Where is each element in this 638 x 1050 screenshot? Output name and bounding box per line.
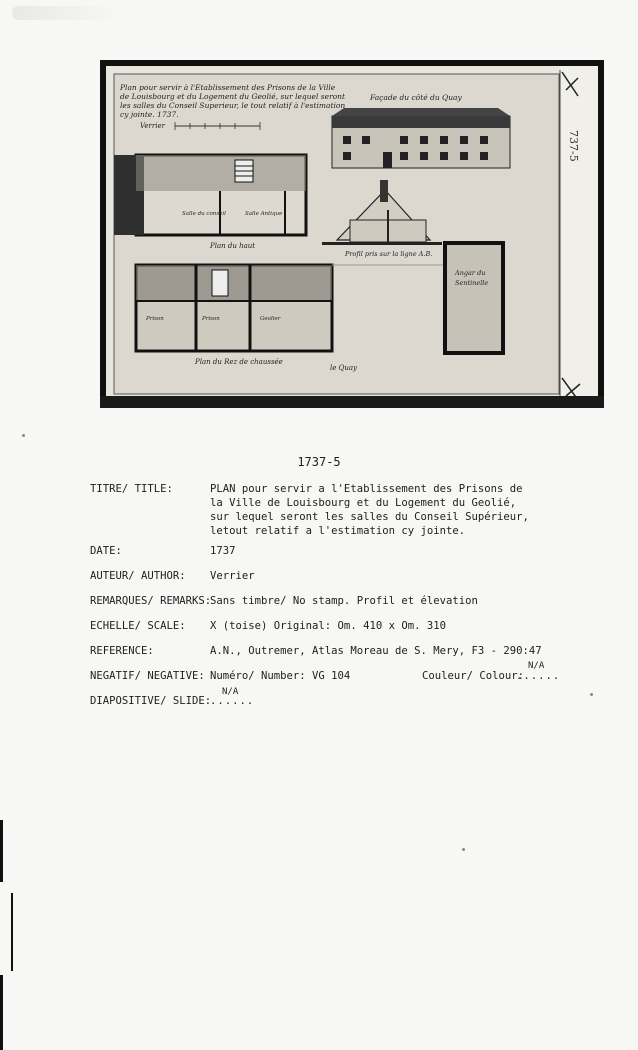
svg-text:Plan du Rez de chaussée: Plan du Rez de chaussée <box>195 358 283 366</box>
edge-mark <box>0 975 3 1050</box>
colour-label: Couleur/ Colour: <box>422 670 525 682</box>
date-label: DATE: <box>90 545 122 557</box>
speck <box>590 693 593 696</box>
author-label: AUTEUR/ AUTHOR: <box>90 570 186 582</box>
speck <box>462 848 465 851</box>
corner-smudge <box>12 6 122 20</box>
slide-na: N/A <box>222 687 239 697</box>
svg-text:Sentinelle: Sentinelle <box>455 279 489 287</box>
svg-text:Geolier: Geolier <box>260 316 281 322</box>
svg-text:Salle Antique: Salle Antique <box>245 211 283 217</box>
svg-text:Plan du haut: Plan du haut <box>210 242 256 250</box>
svg-text:Prison: Prison <box>146 316 164 322</box>
catalog-number: 1737-5 <box>297 455 341 469</box>
author-value: Verrier <box>210 570 255 582</box>
negative-value: Numéro/ Number: VG 104 <box>210 670 351 682</box>
edge-mark <box>0 820 3 882</box>
scale-value: X (toise) Original: Om. 410 x Om. 310 <box>210 620 446 632</box>
reference-label: REFERENCE: <box>90 645 154 657</box>
scale-label: ECHELLE/ SCALE: <box>90 620 186 632</box>
remarks-label: REMARQUES/ REMARKS: <box>90 595 212 607</box>
svg-text:Prison: Prison <box>202 316 220 322</box>
plan-drawing <box>100 60 604 408</box>
svg-text:Façade du côté du Quay: Façade du côté du Quay <box>370 93 462 102</box>
title-value: PLAN pour servir a l'Etablissement des Prisons de la Ville de Louisbourg et du Logement du Geolié, sur lequel seront les salles du Conseil Supérieur, letout relatif a l'estimation cy jointe. <box>210 483 529 537</box>
plan-photograph <box>100 60 604 408</box>
negative-label: NEGATIF/ NEGATIVE: <box>90 670 205 682</box>
svg-text:Profil pris sur la ligne A.B.: Profil pris sur la ligne A.B. <box>345 250 433 258</box>
svg-text:Verrier: Verrier <box>140 122 165 130</box>
date-value: 1737 <box>210 545 236 557</box>
colour-na: N/A <box>528 661 545 671</box>
margin-catalog-number: 737-5 <box>567 130 580 162</box>
svg-text:Salle du conseil: Salle du conseil <box>182 211 226 217</box>
edge-mark <box>11 893 13 971</box>
slide-label: DIAPOSITIVE/ SLIDE: <box>90 695 212 707</box>
remarks-value: Sans timbre/ No stamp. Profil et élevation <box>210 595 478 607</box>
svg-text:Angar du: Angar du <box>455 269 486 277</box>
speck <box>22 434 25 437</box>
svg-text:le Quay: le Quay <box>330 364 357 372</box>
slide-dots: ...... <box>210 695 255 707</box>
colour-dots: ...... <box>516 670 561 682</box>
title-label: TITRE/ TITLE: <box>90 483 173 495</box>
reference-value: A.N., Outremer, Atlas Moreau de S. Mery, F3 - 290:47 <box>210 645 542 657</box>
cartouche-title: Plan pour servir à l'Etablissement des Prisons de la Ville de Louisbourg et du Logement du Geolié, sur lequel seront les salles du Conseil Superieur, le tout relatif à l'estimation cy jointe. 1737. <box>120 83 346 119</box>
